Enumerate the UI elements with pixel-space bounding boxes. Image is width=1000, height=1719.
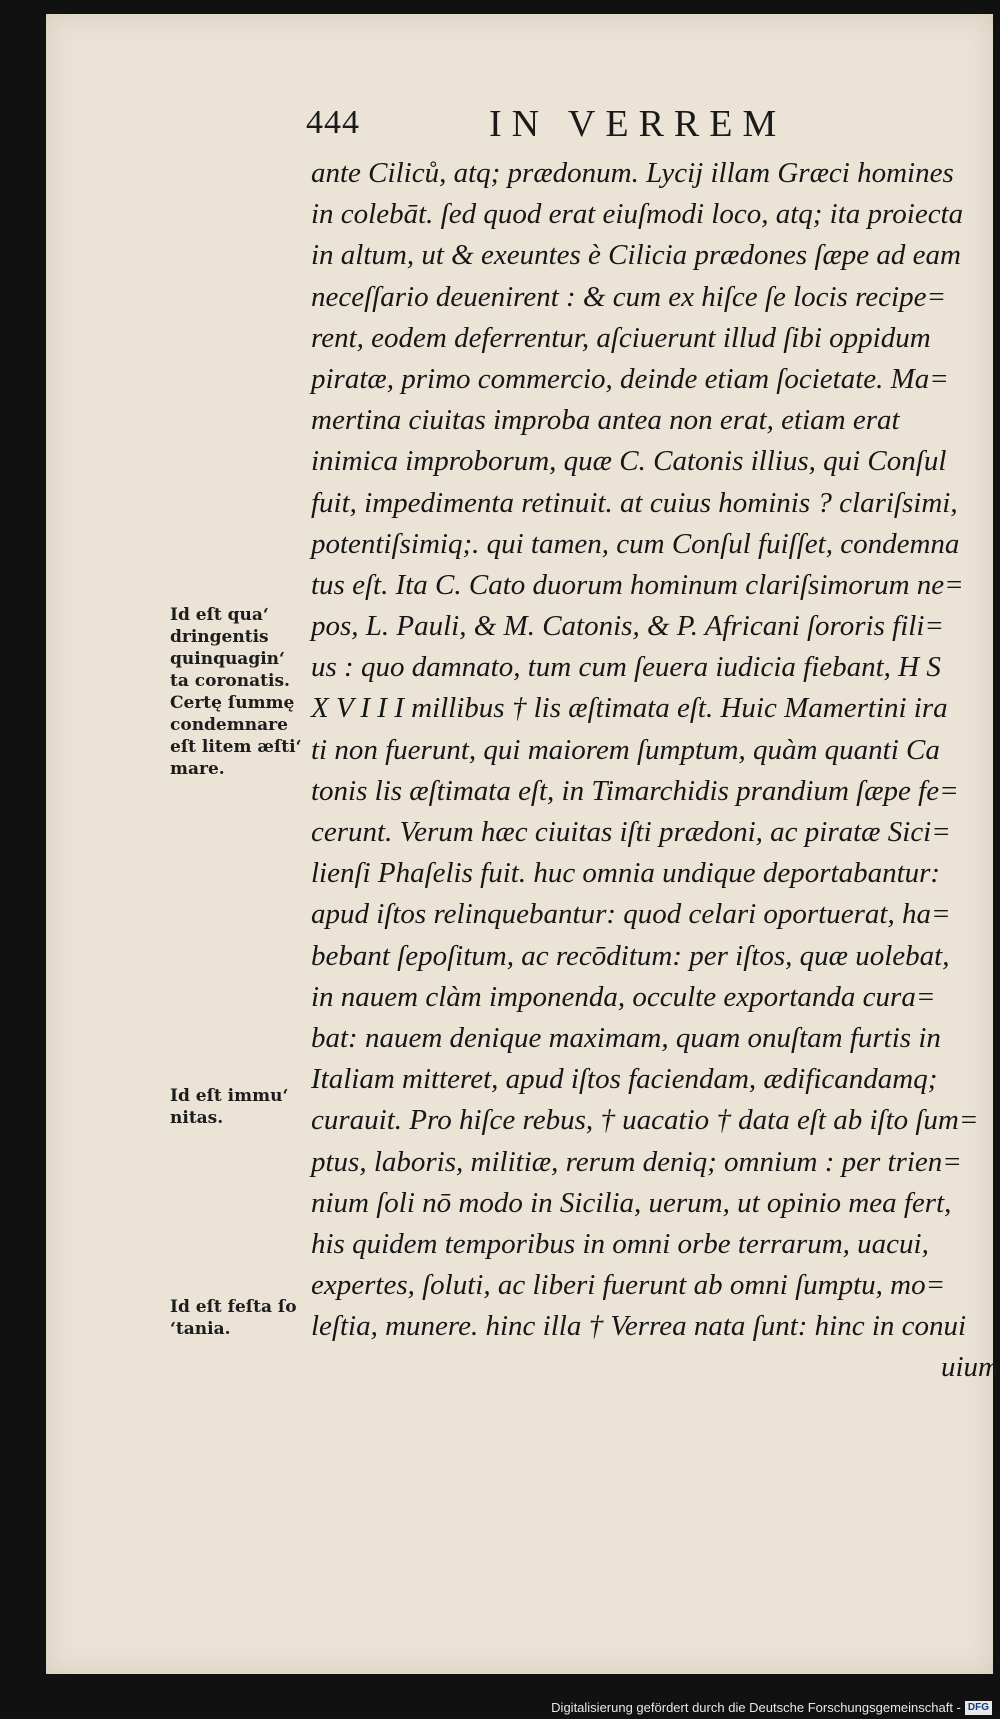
text-line: bebant ſepoſitum, ac recōditum: per iſtos, quæ uolebat,: [311, 939, 950, 972]
text-line: in nauem clàm imponenda, occulte exportanda cura=: [311, 980, 936, 1013]
margin-note-line: condemnare: [170, 715, 288, 735]
running-title: IN VERREM: [489, 103, 787, 145]
text-line: X V I I I millibus † lis æſtimata eſt. Huic Mamertini ira: [311, 692, 948, 725]
text-line: in colebāt. ſed quod erat eiuſmodi loco, atq; ita proiecta: [311, 198, 964, 231]
text-line: expertes, ſoluti, ac liberi fuerunt ab omni ſumptu, mo=: [311, 1269, 946, 1302]
text-line: mertina ciuitas improba antea non erat, etiam erat: [311, 404, 900, 437]
margin-note: [170, 1296, 310, 1340]
margin-note-line: ‘tania.: [170, 1319, 231, 1339]
margin-note-line: Id eſt immu‘: [170, 1086, 289, 1106]
text-line: us : quo damnato, tum cum ſeuera iudicia fiebant, H S: [311, 651, 941, 684]
page-number: 444: [306, 104, 360, 141]
catchword: uium: [941, 1351, 999, 1384]
text-line: fuit, impedimenta retinuit. at cuius hominis ? clariſsimi,: [311, 486, 958, 519]
text-line: nium ſoli nō modo in Sicilia, uerum, ut opinio mea fert,: [311, 1186, 952, 1219]
margin-note-line: quinquagin‘: [170, 649, 285, 669]
margin-note: [170, 1085, 310, 1129]
main-text: [311, 153, 1000, 1389]
margin-note-line: mare.: [170, 759, 225, 779]
margin-note-line: nitas.: [170, 1108, 224, 1128]
text-line: tus eſt. Ita C. Cato duorum hominum clariſsimorum ne=: [311, 568, 964, 601]
margin-note-line: ta coronatis.: [170, 671, 290, 691]
margin-note-line: Certę ſummę: [170, 693, 295, 713]
text-line: his quidem temporibus in omni orbe terrarum, uacui,: [311, 1227, 929, 1260]
text-line: pos, L. Pauli, & M. Catonis, & P. Africani ſororis fili=: [311, 610, 944, 643]
text-line: cerunt. Verum hæc ciuitas iſti prædoni, ac piratæ Sici=: [311, 816, 951, 848]
text-line: piratæ, primo commercio, deinde etiam ſocietate. Ma=: [311, 362, 949, 395]
text-line: inimica improborum, quæ C. Catonis illius, qui Conſul: [311, 445, 947, 478]
text-line: in altum, ut & exeuntes è Cilicia prædones ſæpe ad eam: [311, 239, 961, 272]
margin-note-line: Id eſt feſta ſo: [170, 1297, 297, 1317]
margin-note-line: eſt litem æſti‘: [170, 737, 302, 757]
text-line: ante Ciliců, atq; prædonum. Lycij illam Græci homines: [311, 157, 954, 189]
margin-note-line: Id eſt qua‘: [170, 605, 269, 625]
text-line: bat: nauem denique maximam, quam onuſtam furtis in: [311, 1021, 941, 1054]
text-line: tonis lis æſtimata eſt, in Timarchidis prandium ſæpe fe=: [311, 774, 959, 807]
text-line: rent, eodem deferrentur, aſciuerunt illud ſibi oppidum: [311, 321, 931, 354]
text-line: neceſſario deuenirent : & cum ex hiſce ſe locis recipe=: [311, 280, 947, 313]
text-line: Italiam mitteret, apud iſtos faciendam, ædificandamq;: [311, 1063, 938, 1096]
text-line: apud iſtos relinquebantur: quod celari oportuerat, ha=: [311, 898, 951, 931]
credit-text: Digitalisierung gefördert durch die Deutsche Forschungsgemeinschaft -: [551, 1700, 961, 1715]
margin-note-line: dringentis: [170, 627, 269, 647]
text-line: curauit. Pro hiſce rebus, † uacatio † data eſt ab iſto ſum=: [311, 1104, 979, 1137]
book-page: [46, 14, 999, 1674]
dfg-logo: DFG: [965, 1701, 992, 1715]
text-line: lienſi Phaſelis fuit. huc omnia undique deportabantur:: [311, 857, 941, 890]
text-line: potentiſsimiq;. qui tamen, cum Conſul fuiſſet, condemna: [311, 527, 960, 560]
text-line: ti non fuerunt, qui maiorem ſumptum, quàm quanti Ca: [311, 733, 940, 766]
text-line: leſtia, munere. hinc illa † Verrea nata ſunt: hinc in conui: [311, 1310, 967, 1343]
margin-note: [170, 604, 310, 780]
digitization-credit: [551, 1700, 992, 1715]
text-line: ptus, laboris, militiæ, rerum deniq; omnium : per trien=: [311, 1145, 962, 1178]
